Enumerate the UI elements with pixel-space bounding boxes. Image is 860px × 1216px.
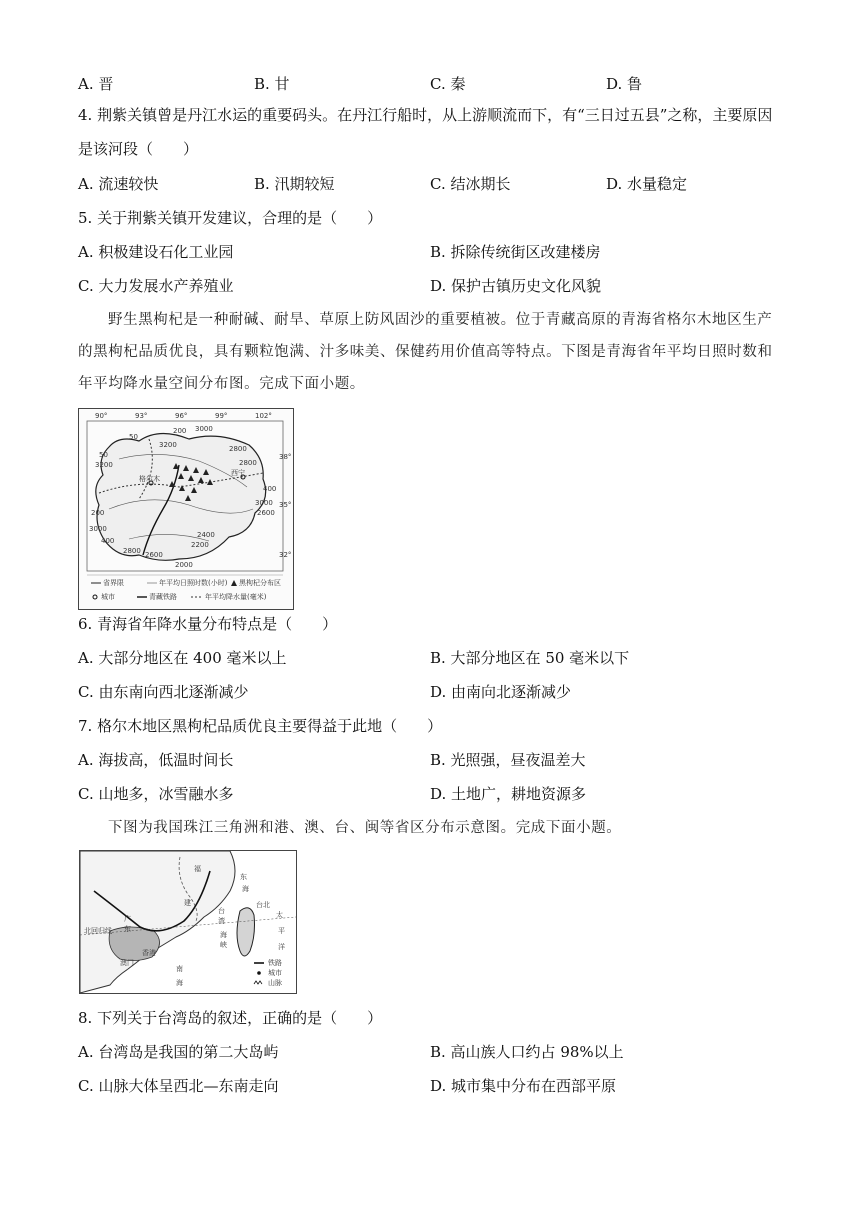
map-label: 建 [184,899,191,907]
q4-option-d: D. 水量稳定 [606,175,688,193]
map-label: 海 [242,885,249,893]
q3-option-c: C. 秦 [430,75,466,93]
contour-label: 2600 [145,551,163,559]
map-label: 峡 [220,941,227,949]
lat-label: 38° [279,453,292,461]
map-label: 香港 [142,949,156,957]
map-label: 洋 [278,943,285,951]
passage-pearl-river: 下图为我国珠江三角洲和港、澳、台、闽等省区分布示意图。完成下面小题。 [108,820,622,836]
map-label: 海 [176,979,183,987]
contour-label: 3000 [255,499,273,507]
contour-label: 2800 [229,445,247,453]
qinghai-climate-map [78,408,294,610]
q5-option-d: D. 保护古镇历史文化风貌 [430,277,602,295]
q5-stem: 5. 关于荆紫关镇开发建议，合理的是（ ） [78,209,383,227]
contour-label: 2800 [239,459,257,467]
map-label: 澳门 [120,959,134,967]
lat-label: 35° [279,501,292,509]
q8-stem: 8. 下列关于台湾岛的叙述，正确的是（ ） [78,1009,383,1027]
q8-option-a: A. 台湾岛是我国的第二大岛屿 [78,1043,279,1061]
legend-label: 城市 [268,969,282,977]
q8-option-d: D. 城市集中分布在西部平原 [430,1077,617,1095]
contour-label: 2400 [197,531,215,539]
legend-label: 青藏铁路 [149,593,177,601]
lon-label: 99° [215,412,228,420]
city-label: 西宁 [231,469,245,477]
contour-label: 2000 [175,561,193,569]
map-label: 南 [176,965,183,973]
q5-option-a: A. 积极建设石化工业园 [78,243,234,261]
contour-label: 200 [91,509,105,517]
legend-label: 城市 [101,593,115,601]
longitude-labels [95,412,272,420]
lon-label: 102° [255,412,272,420]
map-label: 广 [124,915,131,923]
map-label: 湾 [218,917,225,925]
q3-option-d: D. 鲁 [606,75,643,93]
q8-option-b: B. 高山族人口约占 98%以上 [430,1043,624,1061]
contour-label: 200 [173,427,187,435]
q3-option-b: B. 甘 [254,75,290,93]
latitude-labels [279,453,291,559]
q7-option-b: B. 光照强，昼夜温差大 [430,751,586,769]
q7-stem: 7. 格尔木地区黑枸杞品质优良主要得益于此地（ ） [78,717,443,735]
q4-option-c: C. 结冰期长 [430,175,511,193]
map-label: 太 [276,911,283,919]
q7-option-d: D. 土地广，耕地资源多 [430,785,587,803]
legend-label: 年平均日照时数(小时) [159,579,228,587]
lon-label: 93° [135,412,148,420]
contour-label: 3200 [159,441,177,449]
q4-stem: 4. 荆紫关镇曾是丹江水运的重要码头。在丹江行船时，从上游顺流而下，有“三日过五县”之称，主要原因是该河段（ ） [78,106,773,158]
map-label: 福 [194,865,201,873]
q5-option-c: C. 大力发展水产养殖业 [78,277,234,295]
q6-option-c: C. 由东南向西北逐渐减少 [78,683,249,701]
map1-legend [91,578,281,601]
contour-label: 400 [101,537,115,545]
passage-qinghai: 野生黑枸杞是一种耐碱、耐旱、草原上防风固沙的重要植被。位于青藏高原的青海省格尔木地区生产的黑枸杞品质优良，具有颗粒饱满、汁多味美、保健药用价值高等特点。下图是青海省年平均日照时数和年平均降水量空间分布图。完成下面小题。 [78,312,773,392]
q4-option-a: A. 流速较快 [78,175,159,193]
legend-label: 年平均降水量(毫米) [205,593,267,601]
contour-label: 400 [263,485,277,493]
q8-option-c: C. 山脉大体呈西北—东南走向 [78,1077,279,1095]
contour-label: 3000 [89,525,107,533]
q6-option-a: A. 大部分地区在 400 毫米以上 [78,649,287,667]
q5-option-b: B. 拆除传统街区改建楼房 [430,243,601,261]
q3-option-a: A. 晋 [78,75,114,93]
contour-label: 2200 [191,541,209,549]
map-label: 台北 [256,901,270,909]
q6-stem: 6. 青海省年降水量分布特点是（ ） [78,615,338,633]
contour-label: 3000 [195,425,213,433]
q4-option-b: B. 汛期较短 [254,175,335,193]
legend-label: 黑枸杞分布区 [239,579,281,587]
lon-label: 96° [175,412,188,420]
q7-option-c: C. 山地多，冰雪融水多 [78,785,234,803]
contour-label: 2600 [257,509,275,517]
lat-label: 32° [279,551,292,559]
map-label: 台 [218,907,225,915]
city-label: 格尔木 [139,475,160,483]
q7-option-a: A. 海拔高，低温时间长 [78,751,234,769]
q6-option-d: D. 由南向北逐渐减少 [430,683,572,701]
pearl-river-delta-map [79,850,297,994]
map-label: 平 [278,927,285,935]
contour-label: 50 [129,433,138,441]
legend-label: 铁路 [268,959,282,967]
map-label: 东 [240,873,247,881]
lon-label: 90° [95,412,108,420]
legend-label: 省界限 [103,579,124,587]
contour-label: 3200 [95,461,113,469]
contour-label: 2800 [123,547,141,555]
map-label: 北回归线 [84,927,112,935]
contour-label: 50 [99,451,108,459]
map-label: 东 [124,925,131,933]
q6-option-b: B. 大部分地区在 50 毫米以下 [430,649,630,667]
map-label: 海 [220,931,227,939]
legend-label: 山脉 [268,979,282,987]
